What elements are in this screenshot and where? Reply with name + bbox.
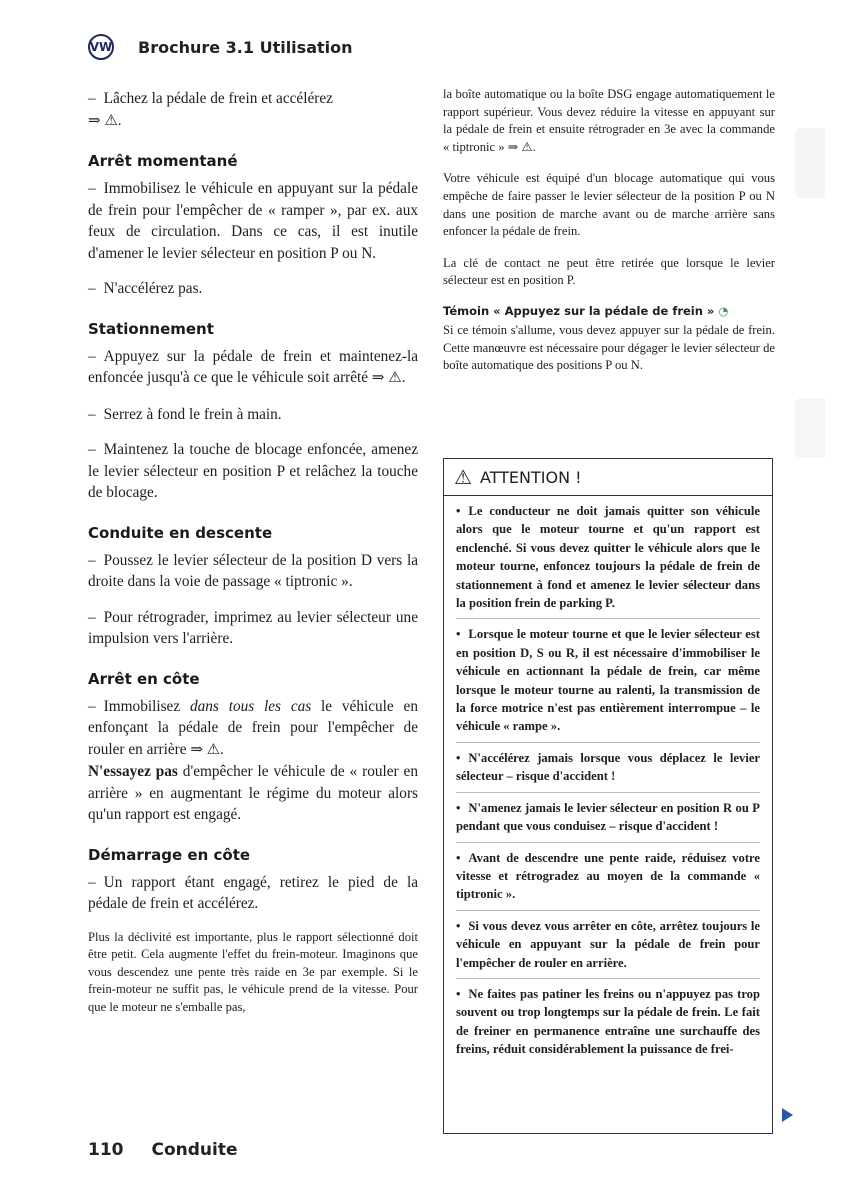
paragraph: – Immobilisez le véhicule en appuyant sur la pédale de frein pour l'empêcher de « ramper », par ex. aux feux de circulation. Dans ce cas, il est inutile d'amener le levier sélecteur en position P ou N. <box>88 180 418 262</box>
paragraph: la boîte automatique ou la boîte DSG engage automatiquement le rapport supérieur. Vous devez réduire la vitesse en appuyant sur la pédale de frein et ensuite rétrograder en 3e avec la commande « tiptronic » ⇒ ⚠. <box>443 87 775 154</box>
warning-triangle-icon: ⚠ <box>454 465 472 489</box>
section-title-demarrage-en-cote: Démarrage en côte <box>88 845 251 864</box>
section-title-arret-en-cote: Arrêt en côte <box>88 669 200 688</box>
attention-item: • Ne faites pas patiner les freins ou n'appuyez pas trop souvent ou trop longtemps sur la pédale de frein. Le fait de freiner en permanence entraîne une surchauffe des freins, réduit considérablement la puissance de frei- <box>456 986 760 1057</box>
left-column <box>88 88 418 1030</box>
footer-section: Conduite <box>151 1140 238 1160</box>
continue-arrow-icon <box>782 1108 793 1122</box>
paragraph: – Serrez à fond le frein à main. <box>88 405 282 423</box>
attention-item: • Avant de descendre une pente raide, réduisez votre vitesse et rétrogradez au moyen de la commande « tiptronic ». <box>456 849 760 911</box>
warning-ref-icon: ⇒ ⚠. <box>190 741 224 758</box>
right-column <box>443 86 775 389</box>
paragraph: Votre véhicule est équipé d'un blocage automatique qui vous empêche de faire passer le levier sélecteur de la position P ou N dans une position de marche avant ou de marche arrière sans enfoncer la pédale de frein. <box>443 171 775 239</box>
foot-pedal-icon: ◔ <box>718 303 729 318</box>
page-header <box>88 32 353 62</box>
paragraph: – Appuyez sur la pédale de frein et maintenez-la enfoncée jusqu'à ce que le véhicule soit arrêté ⇒ ⚠. <box>88 347 418 386</box>
paragraph: Si ce témoin s'allume, vous devez appuyer sur la pédale de frein. Cette manœuvre est nécessaire pour dégager le levier sélecteur de boîte automatique des positions P ou N. <box>443 322 775 373</box>
paragraph: – Poussez le levier sélecteur de la position D vers la droite dans la voie de passage « tiptronic ». <box>88 551 418 590</box>
attention-title: ATTENTION ! <box>479 467 582 487</box>
header-title: Brochure 3.1 Utilisation <box>138 37 353 57</box>
section-title-conduite-en-descente: Conduite en descente <box>88 523 273 542</box>
attention-box <box>443 458 773 1134</box>
thumb-tab <box>795 128 825 198</box>
attention-body <box>444 496 772 1065</box>
attention-header <box>444 459 772 496</box>
attention-item: • Lorsque le moteur tourne et que le levier sélecteur est en position D, S ou R, il est nécessaire d'immobiliser le véhicule en actionnant la pédale de frein, car même lorsque le moteur tourne au ralenti, la transmission de la force motrice n'est pas entièrement interrompue – le véhicule « rampe ». <box>456 625 760 742</box>
lamp-heading: Témoin « Appuyez sur la pédale de frein » ◔ <box>443 303 729 318</box>
paragraph: – N'accélérez pas. <box>88 280 203 297</box>
warning-ref-icon: ⇒ ⚠. <box>88 112 122 129</box>
paragraph: – Immobilisez dans tous les cas le véhicule en enfonçant la pédale de frein pour l'empêcher de rouler en arrière ⇒ ⚠. N'essayez pas d'empêcher le véhicule de « rouler en arrière » en augmentant le régime du moteur alors qu'un rapport est engagé. <box>88 697 418 823</box>
note-paragraph: Plus la déclivité est importante, plus le rapport sélectionné doit être petit. Cela augmente l'effet du frein-moteur. Imaginons que vous descendez une pente très raide en 3e par exemple. Si le frein-moteur ne suffit pas, le véhicule prend de la vitesse. Pour que le moteur ne s'emballe pas, <box>88 929 418 1014</box>
paragraph: – Un rapport étant engagé, retirez le pied de la pédale de frein et accélérez. <box>88 873 418 912</box>
warning-ref-icon: ⇒ ⚠. <box>507 139 536 154</box>
page-footer <box>88 1140 238 1160</box>
section-title-arret-momentane: Arrêt momentané <box>88 152 238 170</box>
warning-ref-icon: ⇒ ⚠. <box>371 370 406 386</box>
vw-logo-icon: VW <box>88 34 114 60</box>
attention-item: • N'accélérez jamais lorsque vous déplacez le levier sélecteur – risque d'accident ! <box>456 749 760 793</box>
paragraph: – Pour rétrograder, imprimez au levier sélecteur une impulsion vers l'arrière. <box>88 608 418 647</box>
paragraph: La clé de contact ne peut être retirée que lorsque le levier sélecteur est en position P. <box>443 255 775 288</box>
intro-paragraph: – Lâchez la pédale de frein et accélérez ⇒ ⚠. <box>88 90 333 129</box>
thumb-tab <box>795 398 825 458</box>
attention-item: • N'amenez jamais le levier sélecteur en position R ou P pendant que vous conduisez – risque d'accident ! <box>456 799 760 843</box>
section-title-stationnement: Stationnement <box>88 319 214 338</box>
attention-item: • Le conducteur ne doit jamais quitter son véhicule alors que le moteur tourne et qu'un rapport est enclenché. Si vous devez quitter le véhicule alors que le moteur tourne, enfoncez toujours la pédale de frein de stationnement à fond et amenez le levier sélecteur dans la position frein de parking P. <box>456 502 760 619</box>
page-number: 110 <box>88 1140 124 1160</box>
paragraph: – Maintenez la touche de blocage enfoncée, amenez le levier sélecteur en position P et relâchez la touche de blocage. <box>88 441 418 501</box>
attention-item: • Si vous devez vous arrêter en côte, arrêtez toujours le véhicule en appuyant sur la pédale de frein pour l'empêcher de rouler en arrière. <box>456 917 760 979</box>
